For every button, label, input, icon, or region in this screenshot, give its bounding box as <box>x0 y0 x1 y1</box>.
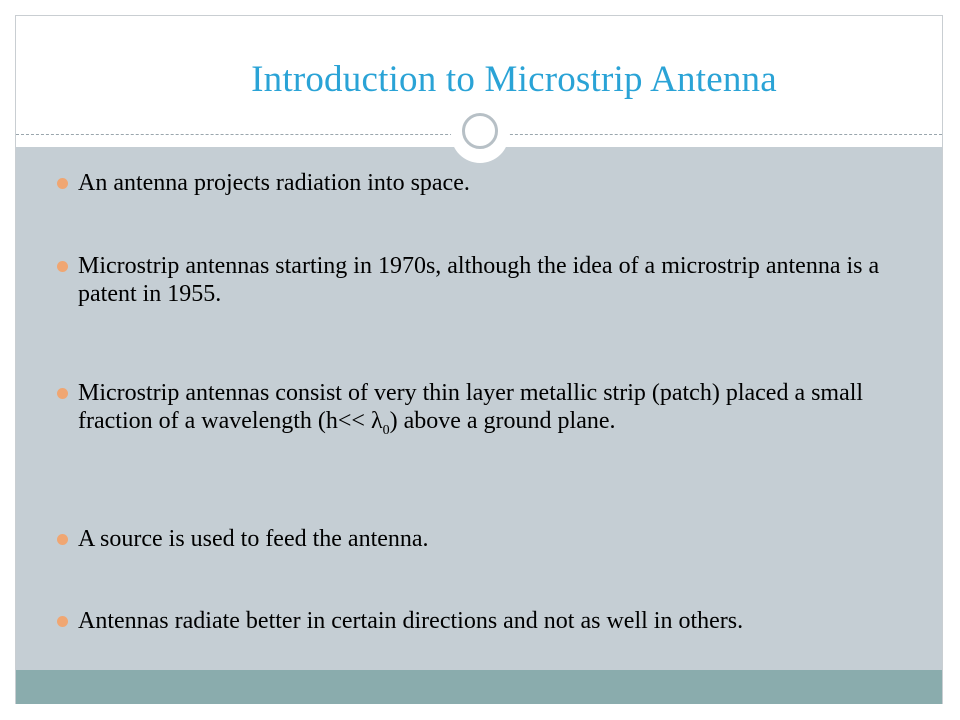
bullet-text: Antennas radiate better in certain directions and not as well in others. <box>78 608 744 634</box>
content-area <box>16 147 942 670</box>
circle-ring-icon <box>462 113 498 149</box>
bullet-item <box>78 252 888 308</box>
bullet-text-after: ) above a ground plane. <box>389 408 616 434</box>
bullet-list <box>16 147 942 670</box>
bullet-dot-icon <box>57 616 68 627</box>
bullet-subscript: 0 <box>382 422 390 438</box>
bullet-dot-icon <box>57 388 68 399</box>
bullet-text: Microstrip antennas starting in 1970s, although the idea of a microstrip antenna is a patent in 1955. <box>78 253 880 307</box>
bullet-text: An antenna projects radiation into space. <box>78 170 470 196</box>
bullet-text-before: Microstrip antennas consist of very thin layer metallic strip (patch) placed a small fraction of a wavelength (h<< λ <box>78 380 864 434</box>
slide-title: Introduction to Microstrip Antenna <box>251 59 777 100</box>
bullet-dot-icon <box>57 534 68 545</box>
bullet-dot-icon <box>57 178 68 189</box>
bullet-text: A source is used to feed the antenna. <box>78 526 429 552</box>
bullet-item <box>78 607 888 635</box>
footer-bar <box>16 670 942 704</box>
bullet-item <box>78 169 888 197</box>
bullet-item <box>78 379 888 438</box>
bullet-item <box>78 525 888 553</box>
bullet-dot-icon <box>57 261 68 272</box>
